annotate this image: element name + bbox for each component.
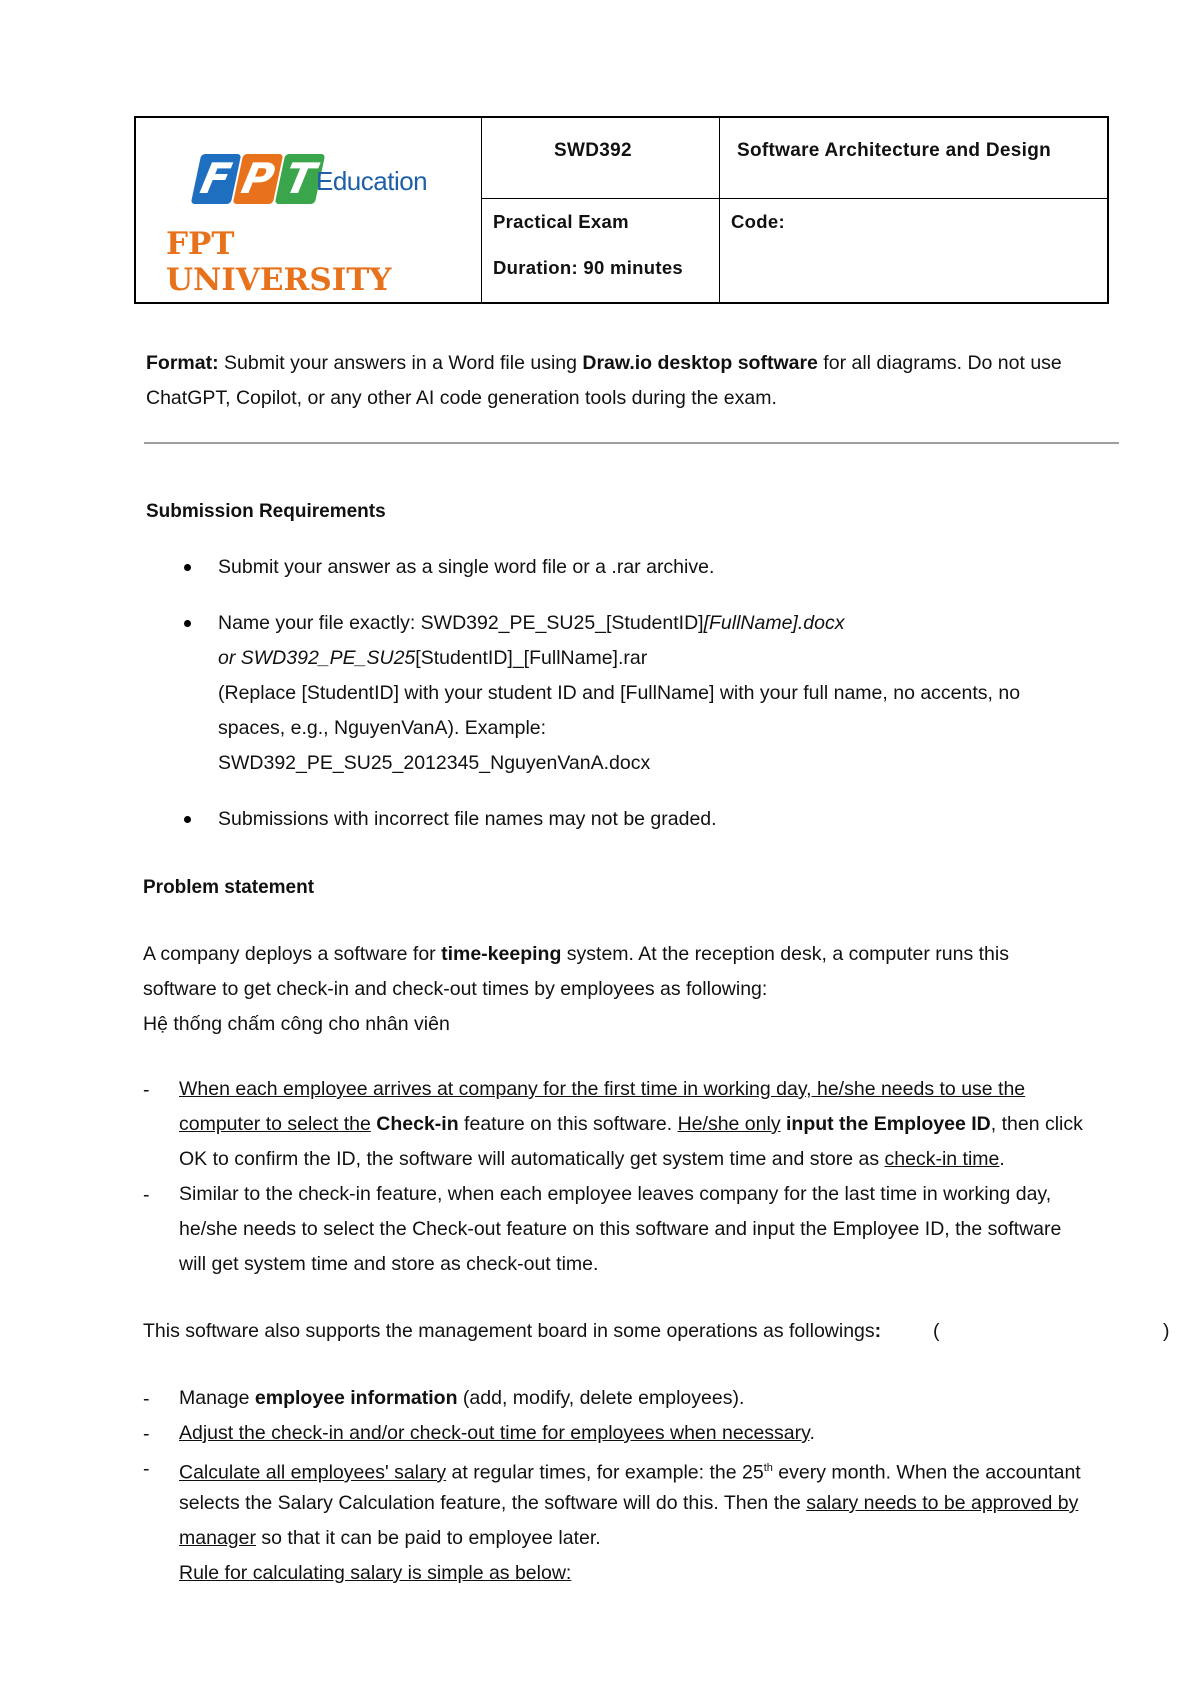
problem-text: manager: [179, 1527, 256, 1549]
format-label: Format:: [146, 352, 219, 374]
submission-text: Name your file exactly: SWD392_PE_SU25_[StudentID]: [218, 612, 704, 634]
header-divider: [481, 198, 1107, 199]
format-text: for all diagrams. Do not use: [817, 352, 1062, 374]
format-line-1: [146, 346, 1062, 381]
checkin-line-1: [179, 1072, 1025, 1107]
salary-rule-line: Rule for calculating salary is simple as below:: [179, 1562, 572, 1584]
problem-text: Check-in: [370, 1113, 459, 1135]
dash-marker: -: [143, 1423, 150, 1445]
logo-letter-t: T: [275, 154, 326, 204]
logo-letter-p: P: [233, 154, 284, 204]
header-table: [134, 116, 1109, 304]
problem-heading: Problem statement: [143, 877, 315, 898]
problem-text: , then click: [990, 1113, 1083, 1135]
problem-text: OK to confirm the ID, the software will automatically get system time and store as: [179, 1148, 885, 1170]
submission-item-2-line-3: (Replace [StudentID] with your student ID and [FullName] with your full name, no accents, no: [218, 682, 1021, 704]
problem-text: When each employee arrives at company for the first time in working day, he/she needs to use the: [179, 1078, 1026, 1100]
course-name: Software Architecture and Design: [737, 140, 1052, 161]
exam-type: Practical Exam: [493, 211, 629, 232]
dash-marker: -: [143, 1184, 150, 1206]
bullet-icon: [184, 816, 191, 823]
exam-duration: Duration: 90 minutes: [493, 257, 683, 278]
submission-text: [FullName].docx: [703, 612, 845, 634]
problem-text: input the Employee ID: [780, 1113, 991, 1135]
problem-text: .: [999, 1148, 1005, 1170]
problem-text: system. At the reception desk, a computer runs this: [561, 943, 1009, 965]
header-divider: [719, 118, 720, 302]
logo-university-text: FPT UNIVERSITY: [166, 226, 392, 298]
submission-item-3: Submissions with incorrect file names may not be graded.: [218, 808, 717, 830]
problem-text: :: [874, 1320, 882, 1342]
checkout-line-2: he/she needs to select the Check-out feature on this software and input the Employee ID, the software: [179, 1218, 1062, 1240]
problem-text: employee information: [254, 1387, 458, 1409]
format-tool: Draw.io desktop software: [582, 352, 818, 374]
open-paren: (: [933, 1320, 940, 1342]
problem-text: .: [809, 1422, 815, 1444]
checkout-line-1: Similar to the check-in feature, when each employee leaves company for the last time in working day,: [179, 1183, 1052, 1205]
superscript-text: th: [763, 1462, 773, 1474]
submission-item-2-line-4: spaces, e.g., NguyenVanA). Example:: [218, 717, 547, 739]
close-paren: ): [1163, 1320, 1170, 1342]
problem-paragraph-line-1: [143, 937, 1009, 972]
problem-paragraph-line-2: software to get check-in and check-out times by employees as following:: [143, 978, 768, 1000]
submission-text: or SWD392_PE_SU25: [218, 647, 416, 669]
format-line-2: ChatGPT, Copilot, or any other AI code generation tools during the exam.: [146, 387, 777, 409]
problem-text: A company deploys a software for: [143, 943, 442, 965]
checkin-line-2: [179, 1107, 1083, 1142]
checkout-line-3: will get system time and store as check-out time.: [179, 1253, 599, 1275]
format-text: Submit your answers in a Word file using: [218, 352, 583, 374]
salary-line-1: [179, 1451, 1081, 1491]
submission-text: [StudentID]_[FullName].rar: [415, 647, 648, 669]
problem-text: feature on this software.: [458, 1113, 678, 1135]
submission-heading: Submission Requirements: [146, 501, 386, 522]
fpt-logo: [166, 144, 466, 298]
adjust-time-item: [179, 1416, 815, 1451]
problem-text: computer to select the: [179, 1113, 371, 1135]
submission-item-2-line-1: [218, 606, 844, 641]
problem-text: check-in time: [884, 1148, 1000, 1170]
horizontal-rule: [144, 442, 1119, 444]
dash-marker: -: [143, 1079, 150, 1101]
submission-item-2-line-2: [218, 641, 647, 676]
problem-text: (add, modify, delete employees).: [457, 1387, 745, 1409]
logo-education-text: Education: [316, 166, 428, 196]
problem-text: selects the Salary Calculation feature, the software will do this. Then the: [179, 1492, 807, 1514]
dash-marker: -: [143, 1388, 150, 1410]
dash-marker: -: [143, 1458, 150, 1480]
checkin-line-3: [179, 1142, 1005, 1177]
problem-text: time-keeping: [441, 943, 562, 965]
problem-text: every month. When the accountant: [772, 1461, 1081, 1484]
problem-text: Calculate all employees' salary: [179, 1461, 447, 1484]
management-intro: [143, 1314, 881, 1349]
bullet-icon: [184, 620, 191, 627]
salary-line-2: [179, 1486, 1078, 1521]
problem-text: at regular times, for example: the 25: [446, 1461, 764, 1484]
problem-text: This software also supports the management board in some operations as followings: [143, 1320, 875, 1342]
course-code: SWD392: [554, 140, 632, 161]
problem-text: He/she only: [677, 1113, 781, 1135]
problem-text: salary needs to be approved by: [806, 1492, 1079, 1514]
problem-text: Manage: [179, 1387, 255, 1409]
salary-line-3: [179, 1521, 601, 1556]
problem-text: so that it can be paid to employee later.: [255, 1527, 601, 1549]
manage-employee-item: [179, 1381, 744, 1416]
submission-item-2-line-5: SWD392_PE_SU25_2012345_NguyenVanA.docx: [218, 752, 651, 774]
bullet-icon: [184, 564, 191, 571]
code-label: Code:: [731, 211, 785, 232]
problem-text: Adjust the check-in and/or check-out time for employees when necessary: [179, 1422, 810, 1444]
problem-paragraph-line-3: Hệ thống chấm công cho nhân viên: [143, 1013, 450, 1035]
logo-letter-f: F: [191, 154, 242, 204]
header-divider: [481, 118, 482, 302]
submission-item-1: Submit your answer as a single word file or a .rar archive.: [218, 556, 715, 578]
